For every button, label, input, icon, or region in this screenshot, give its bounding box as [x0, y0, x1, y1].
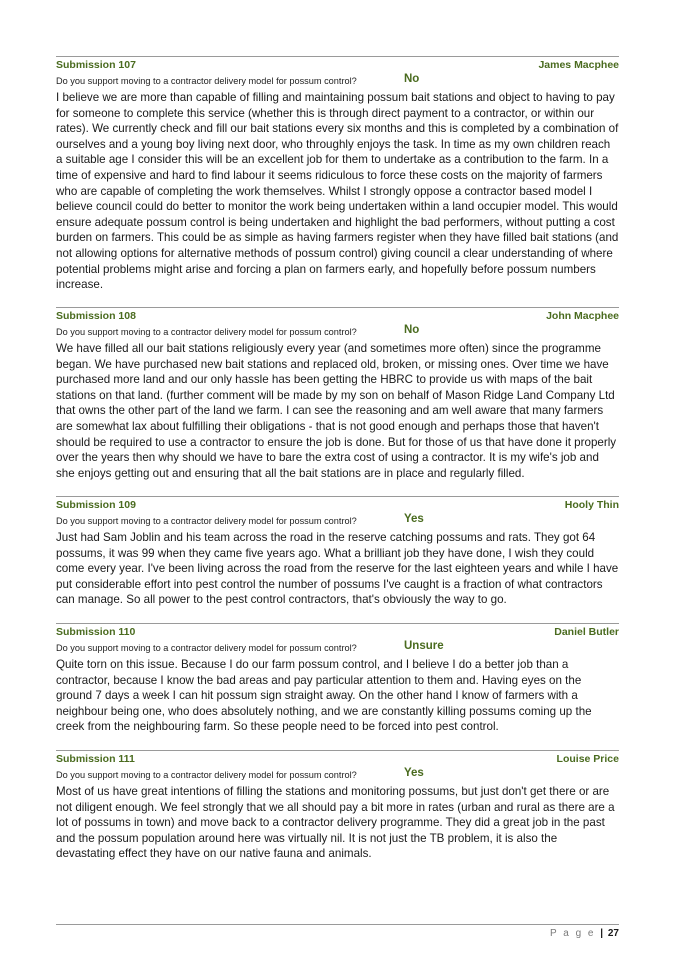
question-text: Do you support moving to a contractor delivery model for possum control? [56, 327, 357, 337]
submission-number: Submission 107 [56, 59, 136, 71]
document-page [56, 56, 619, 863]
submission-number: Submission 111 [56, 753, 135, 765]
submission-107 [56, 56, 619, 307]
submission-body: Quite torn on this issue. Because I do our farm possum control, and I believe I do a better job than a contractor, because I know the bad areas and pay particular attention to them and. Having eyes on the ground 7 days a week I can hit possum sign straight away. On the other hand I know of farmers with a neighbour being one, who does absolutely nothing, and we are constantly killing possums coming up the creek from the neighbouring farm. So these people need to be forced into pest control. [56, 658, 592, 734]
submission-109 [56, 496, 619, 623]
submitter-name: John Macphee [546, 310, 619, 322]
submitter-name: James Macphee [538, 59, 619, 71]
page-number [550, 928, 619, 939]
question-text: Do you support moving to a contractor delivery model for possum control? [56, 770, 357, 780]
submission-number: Submission 108 [56, 310, 136, 322]
submission-body: I believe we are more than capable of filling and maintaining possum bait stations and object to having to pay for someone to complete this service (whether this is through direct payment to a contractor, or within our rates). We currently check and fill our bait stations every six months and this is completed by a combination of ourselves and a young boy living next door, who throughly enjoys the task. In time as my own children reach a suitable age I consider this will be an excellent job for them to undertake as a contribution to the farm. In a time of expensive and hard to find labour it seems ridiculous to force these costs on the majority of farmers who are capable of completing the work themselves. Whilst I strongly oppose a contractor based model I believe council could do better to monitor the work being undertaken within a land occupier model. This would ensure adequate possum control is being undertaken and highlight the bad performers, without putting a cost burden on farmers. This could be as simple as having farmers register when they have filled bait stations (and not allowing options for alternative methods of possum control) giving council a clear understanding of where potential problems might arise and forcing a plan on farmers early, and hopefully before possum numbers increase. [56, 91, 619, 292]
answer-text: No [404, 324, 420, 336]
page-separator: | [600, 928, 604, 939]
submission-110 [56, 623, 619, 750]
submission-number: Submission 110 [56, 626, 136, 638]
submitter-name: Daniel Butler [554, 626, 619, 638]
question-text: Do you support moving to a contractor delivery model for possum control? [56, 643, 357, 653]
page-footer [56, 924, 619, 939]
question-text: Do you support moving to a contractor delivery model for possum control? [56, 76, 357, 86]
page-number-value: 27 [607, 928, 619, 939]
submission-111 [56, 750, 619, 863]
submitter-name: Louise Price [556, 753, 619, 765]
submission-body: Most of us have great intentions of filling the stations and monitoring possums, but just don't get there or are not diligent enough. We feel strongly that we all should pay a bit more in rates (urban and rural as there are a lot of possums in town) and move back to a contractor delivery programme. They did a great job in the past and the possum population around here was virtually nil. It is not just the TB problem, it is also the devastating effect they have on our native fauna and animals. [56, 785, 615, 861]
submission-body: We have filled all our bait stations religiously every year (and sometimes more often) since the programme began. We have purchased new bait stations and replaced old, broken, or missing ones. Over time we have purchased more land and our only hassle has been getting the HBRC to provide us with maps of the bait stations on that land. (further comment will be made by my son on behalf of Mason Ridge Land Company Ltd that owns the other part of the land we farm. I can see the reasoning and am well aware that many farmers are somewhat lax about fulfilling their obligations - that is not good enough and perhaps those that haven't should be required to use a contractor to ensure the job is done. But for those of us that have done it properly over the years then why should we have to bare the extra cost of using a contractor. It is my wife's job and she enjoys getting out and ensuring that all the bait stations are in place and regularly filled. [56, 342, 617, 480]
submission-body: Just had Sam Joblin and his team across the road in the reserve catching possums and rats. They got 64 possums, it was 99 when they came five years ago. What a brilliant job they have done, I wish they could come every year. I've been living across the road from the reserve for the last eighteen years and while I have put considerable effort into pest control the number of possums I've caught is a fraction of what contractors can manage. So all power to the pest control contractors, that's obviously the way to go. [56, 531, 619, 607]
answer-text: Yes [404, 513, 424, 525]
question-text: Do you support moving to a contractor delivery model for possum control? [56, 516, 357, 526]
submitter-name: Hooly Thin [564, 499, 619, 511]
answer-text: Unsure [404, 640, 444, 652]
page-label: P a g e [549, 928, 596, 939]
answer-text: Yes [404, 767, 424, 779]
submission-108 [56, 307, 619, 496]
submission-number: Submission 109 [56, 499, 136, 511]
answer-text: No [404, 73, 420, 85]
